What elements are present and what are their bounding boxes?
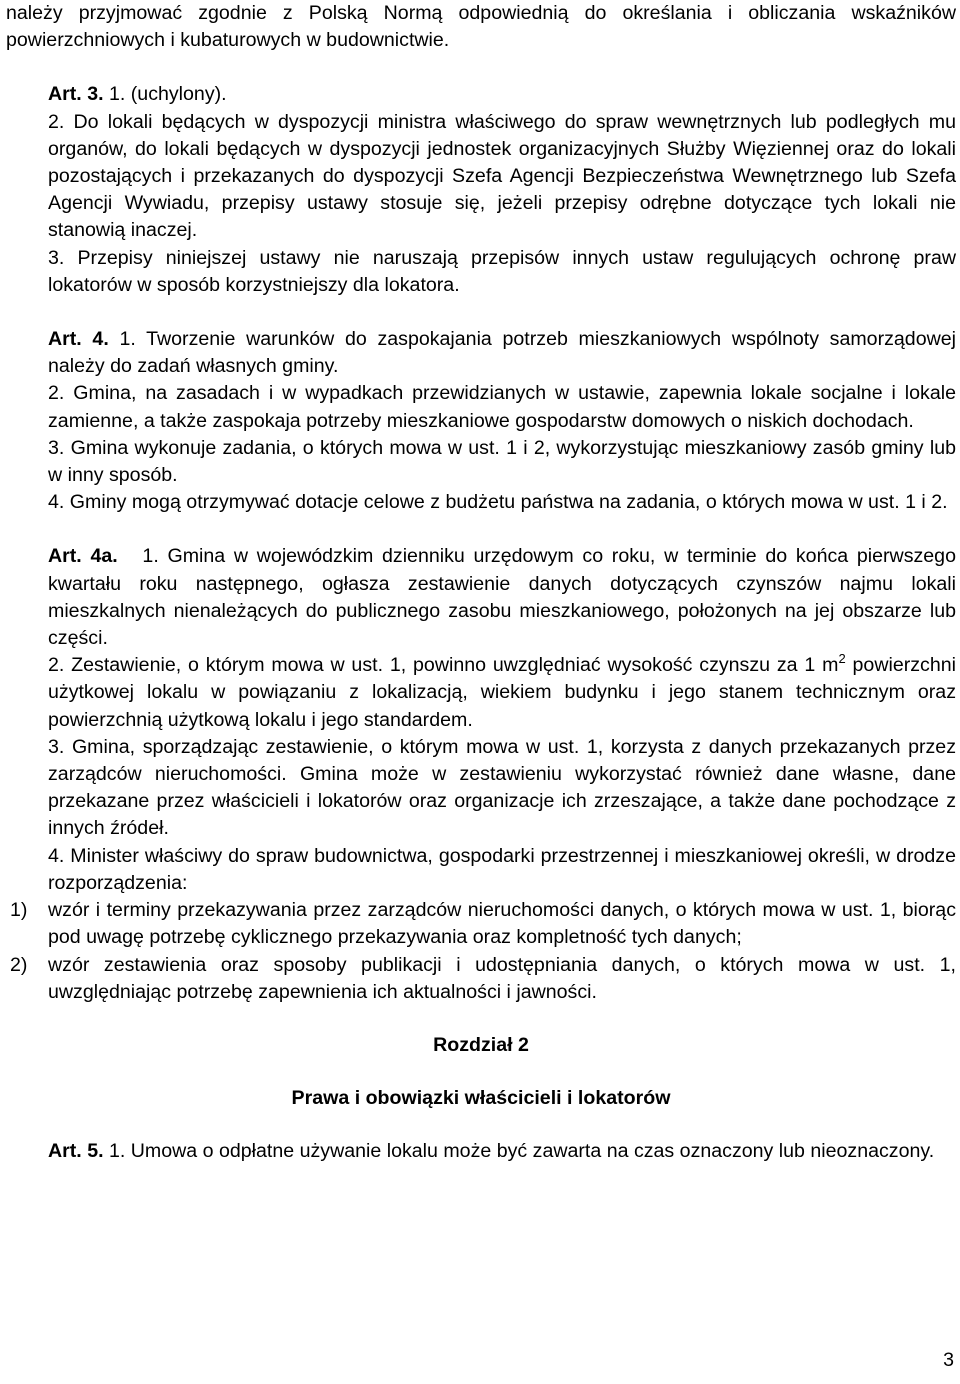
art4a-para1 <box>6 543 956 652</box>
art4a-para1-text: 1. Gmina w wojewódzkim dzienniku urzędowym co roku, w terminie do końca pierwszego kwartału roku następnego, ogłasza zestawienie danych dotyczących czynszów najmu lokali mieszkalnych nienależących do publicznego zasobu mieszkaniowego, położonych na jej obszarze lub części. <box>48 545 956 650</box>
art4a-para4: 4. Minister właściwy do spraw budownictwa, gospodarki przestrzennej i mieszkaniowej określi, w drodze rozporządzenia: <box>48 844 956 894</box>
art4a-para2-text-b: powierzchni użytkowej lokalu w powiązaniu z lokalizacją, wiekiem budynku i jego stanem technicznym oraz powierzchnią użytkową lokalu i jego standardem. <box>48 654 956 731</box>
art5-label: Art. 5. <box>48 1140 104 1163</box>
art4a-para2 <box>6 652 956 734</box>
intro-paragraph: należy przyjmować zgodnie z Polską Normą odpowiednią do określania i obliczania wskaźników powierzchniowych i kubaturowych w budownictwie. <box>6 2 956 52</box>
art3-para2: 2. Do lokali będących w dyspozycji ministra właściwego do spraw wewnętrznych lub podległych mu organów, do lokali będących w dyspozycji jednostek organizacyjnych Służby Więziennej oraz do lokali pozostających i przekazanych do dyspozycji Szefa Agencji Bezpieczeństwa Wewnętrznego lub Szefa Agencji Wywiadu, przepisy ustawy stosuje się, jeżeli przepisy odrębne dotyczące tych lokali nie stanowią inaczej. <box>48 110 956 242</box>
list-item-text: wzór zestawienia oraz sposoby publikacji i udostępniania danych, o których mowa w ust. 1, uwzględniając potrzebę zapewnienia ich aktualności i jawności. <box>48 953 956 1003</box>
chapter-title: Prawa i obowiązki właścicieli i lokatorów <box>291 1087 671 1110</box>
art3-para3: 3. Przepisy niniejszej ustawy nie naruszają przepisów innych ustaw regulujących ochronę praw lokatorów w sposób korzystniejszy dla lokatora. <box>48 246 956 296</box>
list-item <box>6 952 956 1006</box>
superscript: 2 <box>838 651 846 667</box>
chapter-number: Rozdział 2 <box>433 1033 529 1056</box>
art5-para1-text: 1. Umowa o odpłatne używanie lokalu może być zawarta na czas oznaczony lub nieoznaczony. <box>108 1140 935 1163</box>
art4-label: Art. 4. <box>48 328 109 351</box>
art4-para1-text: 1. Tworzenie warunków do zaspokajania potrzeb mieszkaniowych wspólnoty samorządowej należy do zadań własnych gminy. <box>48 328 956 378</box>
art4a-label: Art. 4a. <box>48 545 118 568</box>
art4a-para2-text-a: 2. Zestawienie, o którym mowa w ust. 1, powinno uwzględniać wysokość czynszu za 1 m <box>48 654 839 677</box>
art5-para1 <box>6 1138 956 1165</box>
page-number: 3 <box>943 1348 954 1371</box>
art3-para1-text: 1. (uchylony). <box>108 83 227 106</box>
document-page <box>6 0 956 1166</box>
list-item <box>6 897 956 951</box>
art3-label: Art. 3. <box>48 83 104 106</box>
art4-para4: 4. Gminy mogą otrzymywać dotacje celowe z budżetu państwa na zadania, o których mowa w ust. 1 i 2. <box>48 491 948 514</box>
art4-para1 <box>6 326 956 380</box>
list-item-number: 2) <box>10 953 28 976</box>
list-item-text: wzór i terminy przekazywania przez zarządców nieruchomości danych, o których mowa w ust. 1, biorąc pod uwagę potrzebę cyklicznego przekazywania oraz kompletność tych danych; <box>48 899 956 949</box>
list-item-number: 1) <box>10 899 28 922</box>
art4a-para3: 3. Gmina, sporządzając zestawienie, o którym mowa w ust. 1, korzysta z danych przekazanych przez zarządców nieruchomości. Gmina może w zestawieniu wykorzystać również dane własne, dane przekazane przez właścicieli i lokatorów oraz organizacje ich zrzeszające, a także dane pochodzące z innych źródeł. <box>48 735 956 840</box>
art4-para2: 2. Gmina, na zasadach i w wypadkach przewidzianych w ustawie, zapewnia lokale socjalne i lokale zamienne, a także zaspokaja potrzeby mieszkaniowe gospodarstw domowych o niskich dochodach. <box>48 382 956 432</box>
art3-para1 <box>6 81 956 108</box>
art4-para3: 3. Gmina wykonuje zadania, o których mowa w ust. 1 i 2, wykorzystując mieszkaniowy zasób gminy lub w inny sposób. <box>48 436 956 487</box>
